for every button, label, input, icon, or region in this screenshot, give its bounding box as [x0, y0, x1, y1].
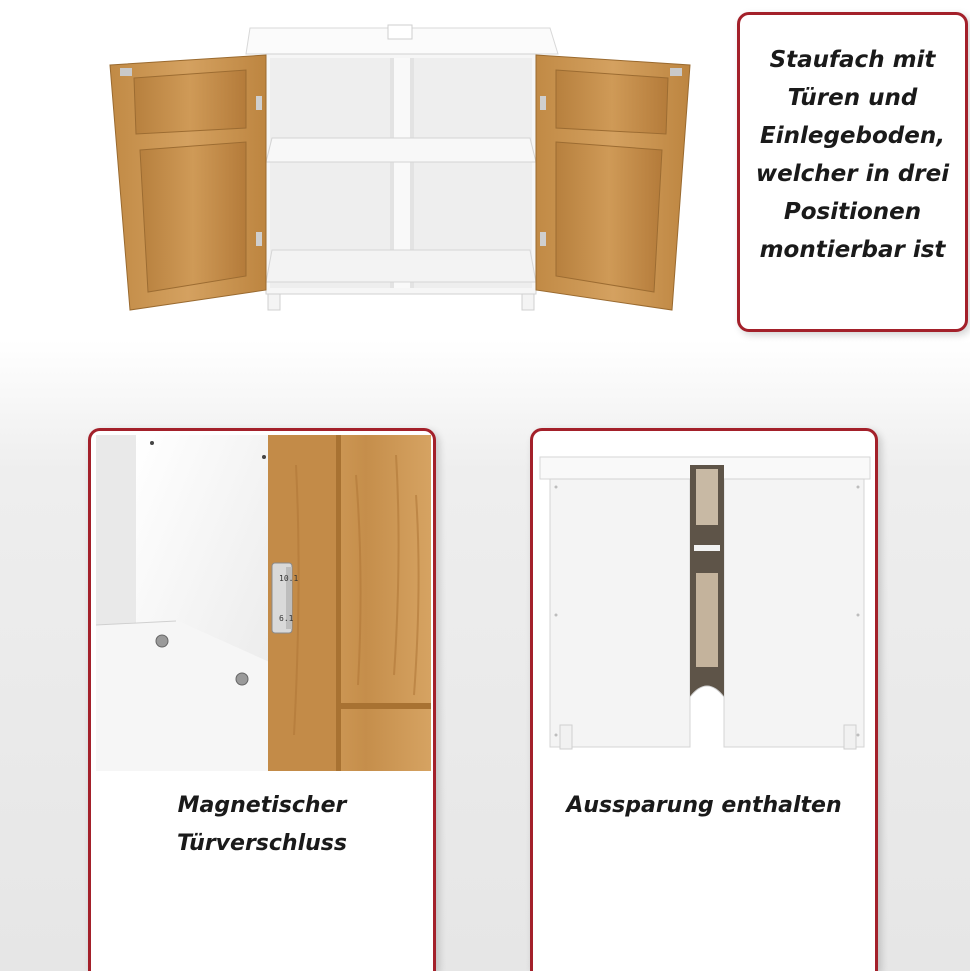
callout-line-2: Türen und — [787, 85, 918, 111]
callout-line-3: Einlegeboden, — [760, 123, 945, 149]
magnetic-lock-caption-line-2: Türverschluss — [177, 831, 347, 856]
magnetic-lock-panel — [88, 428, 436, 971]
callout-line-1: Staufach mit — [769, 47, 936, 73]
cutout-caption: Aussparung enthalten — [566, 793, 842, 818]
callout-line-6: montierbar ist — [759, 237, 946, 263]
plate-label-bottom: 6.1 — [279, 614, 294, 623]
cabinet-back-photo — [538, 435, 873, 771]
callout-line-4: welcher in drei — [755, 161, 950, 187]
magnetic-lock-caption-line-1: Magnetischer — [177, 793, 347, 818]
shelf-info-callout — [737, 12, 968, 332]
cutout-panel — [530, 428, 878, 971]
product-image-open-cabinet — [100, 10, 700, 330]
magnetic-lock-photo — [96, 435, 431, 771]
callout-line-5: Positionen — [783, 199, 922, 225]
plate-label-top: 10.1 — [279, 574, 299, 583]
